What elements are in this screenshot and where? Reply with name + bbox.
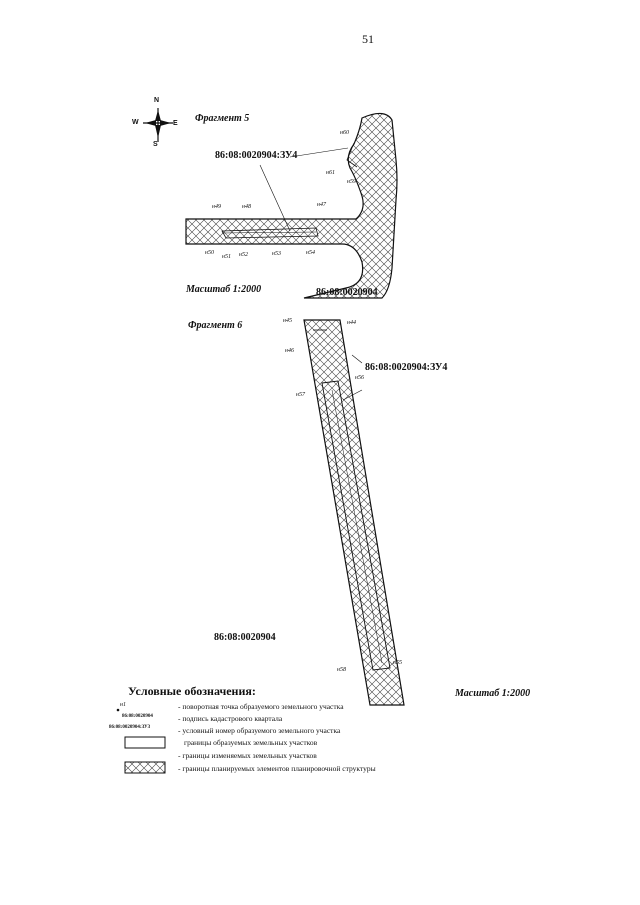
point-label: н55: [393, 660, 402, 666]
point-label: н52: [239, 252, 248, 258]
fragment5-block-label: 86:08:0020904: [316, 287, 378, 298]
legend-zu-symbol: 86:08:0020904:ЗУ3: [109, 725, 151, 730]
point-label: н49: [212, 204, 221, 210]
point-label: н57: [296, 392, 305, 398]
point-label: н59: [347, 179, 356, 185]
fragment6-block-label: 86:08:0020904: [214, 632, 276, 643]
point-label: н50: [205, 250, 214, 256]
legend-block-symbol: 86:08:0020904: [122, 714, 153, 719]
compass-north-label: N: [154, 97, 160, 104]
compass-east-label: E: [173, 120, 178, 127]
point-label: н46: [285, 348, 294, 354]
fragment5-zu-label: 86:08:0020904:ЗУ4: [215, 150, 298, 161]
fragment6-title: Фрагмент 6: [188, 320, 243, 331]
fragment5-scale: Масштаб 1:2000: [186, 284, 262, 295]
legend-point-symbol: н1: [120, 702, 126, 708]
point-label: н48: [242, 204, 251, 210]
legend-item: - поворотная точка образуемого земельного участка: [178, 702, 344, 711]
point-label: н51: [222, 254, 231, 260]
legend-item: - границы планируемых элементов планировочной структуры: [178, 764, 376, 773]
point-label: н58: [337, 667, 346, 673]
fragment6-zu-label: 86:08:0020904:ЗУ4: [365, 362, 448, 373]
legend-item: - границы изменяемых земельных участков: [178, 751, 317, 760]
point-label: н60: [340, 130, 349, 136]
fragment6-scale: Масштаб 1:2000: [455, 688, 531, 699]
point-label: н54: [306, 250, 315, 256]
legend-title: Условные обозначения:: [128, 684, 256, 698]
point-label: н53: [272, 251, 281, 257]
compass-south-label: S: [153, 141, 158, 148]
page-number: 51: [362, 32, 374, 46]
fragment6-hatched-area: [304, 320, 404, 705]
legend-item: - подпись кадастрового квартала: [178, 714, 283, 723]
point-label: н44: [347, 320, 356, 326]
point-label: н47: [317, 202, 326, 208]
legend-item: - условный номер образуемого земельного участка: [178, 726, 341, 735]
point-label: н45: [283, 318, 292, 324]
fragment5-title: Фрагмент 5: [195, 113, 250, 124]
compass-west-label: W: [132, 119, 139, 126]
point-label: н56: [355, 375, 364, 381]
point-label: н61: [326, 170, 335, 176]
legend-item: границы образуемых земельных участков: [184, 738, 318, 747]
